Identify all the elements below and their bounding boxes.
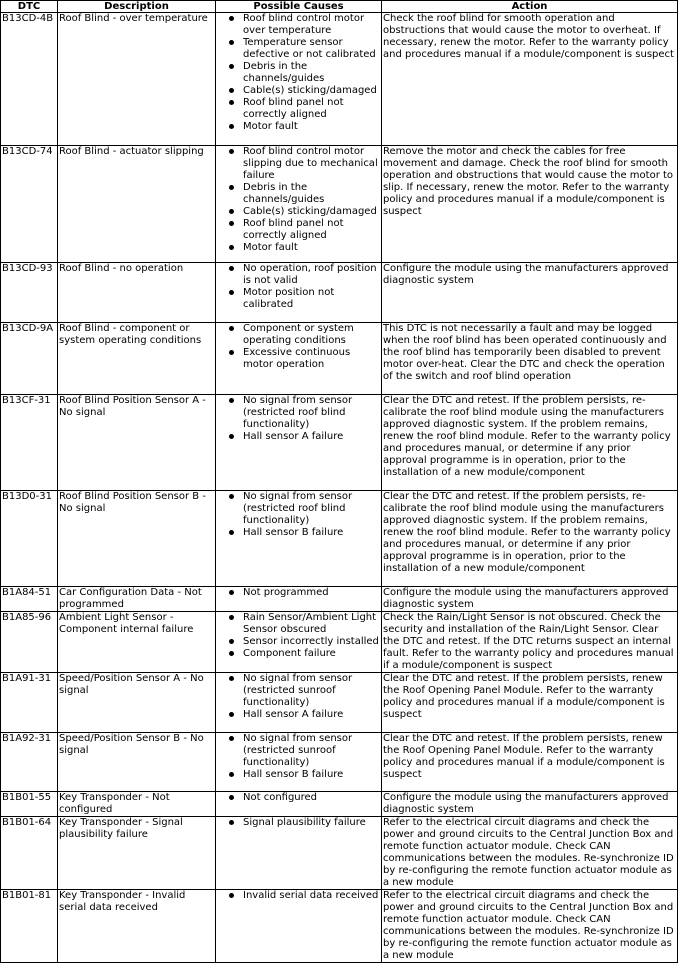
causes-list	[217, 263, 380, 311]
dtc-action: Remove the motor and check the cables for free movement and damage. Check the roof blind for smooth operation and obstructions that would cause the motor to slip. If necessary, renew the motor. Refer to the warranty policy and procedures manual if a module/component is suspect	[382, 146, 678, 263]
table-row	[1, 673, 678, 733]
dtc-description: Key Transponder - Invalid serial data received	[58, 890, 216, 963]
possible-causes	[216, 395, 382, 491]
causes-list	[217, 890, 380, 902]
header-description: Description	[58, 1, 216, 13]
dtc-action: Configure the module using the manufacturers approved diagnostic system	[382, 792, 678, 817]
causes-list	[217, 612, 380, 660]
cause-item: Motor fault	[243, 121, 380, 133]
causes-list	[217, 587, 380, 599]
dtc-code: B13CD-4B	[1, 13, 58, 146]
table-row	[1, 587, 678, 612]
possible-causes	[216, 890, 382, 963]
cause-item: Component or system operating conditions	[243, 323, 380, 347]
dtc-description: Speed/Position Sensor A - No signal	[58, 673, 216, 733]
dtc-description: Key Transponder - Signal plausibility failure	[58, 817, 216, 890]
causes-list	[217, 733, 380, 781]
dtc-code: B1A85-96	[1, 612, 58, 673]
dtc-action: Configure the module using the manufacturers approved diagnostic system	[382, 263, 678, 323]
table-row	[1, 13, 678, 146]
cause-item: No signal from sensor (restricted roof blind functionality)	[243, 395, 380, 431]
dtc-code: B1A92-31	[1, 733, 58, 792]
table-row	[1, 146, 678, 263]
dtc-action: Clear the DTC and retest. If the problem persists, renew the Roof Opening Panel Module. Refer to the warranty policy and procedures manual if a module/component is suspect	[382, 733, 678, 792]
dtc-action: Refer to the electrical circuit diagrams and check the power and ground circuits to the Central Junction Box and remote function actuator module. Check CAN communications between the modules. Re-synchronize ID by re-configuring the remote function actuator module as a new module	[382, 890, 678, 963]
dtc-action: Check the Rain/Light Sensor is not obscured. Check the security and installation of the Rain/Light Sensor. Clear the DTC and retest. If the DTC returns suspect an internal fault. Refer to the warranty policy and procedures manual if a module/component is suspect	[382, 612, 678, 673]
dtc-description: Roof Blind - component or system operating conditions	[58, 323, 216, 395]
possible-causes	[216, 673, 382, 733]
header-dtc: DTC	[1, 1, 58, 13]
dtc-description: Key Transponder - Not configured	[58, 792, 216, 817]
cause-item: Roof blind panel not correctly aligned	[243, 218, 380, 242]
cause-item: Sensor incorrectly installed	[243, 636, 379, 647]
dtc-action: Clear the DTC and retest. If the problem persists, re-calibrate the roof blind module using the manufacturers approved diagnostic system. If the problem remains, renew the roof blind module. Refer to the warranty policy and procedures manual, or determine if any prior approval programme is in operation, prior to the installation of a new module/component	[382, 395, 678, 491]
table-row	[1, 263, 678, 323]
cause-item: No operation, roof position is not valid	[243, 263, 380, 287]
table-row	[1, 323, 678, 395]
possible-causes	[216, 146, 382, 263]
dtc-action: Check the roof blind for smooth operation and obstructions that would cause the motor to overheat. If necessary, renew the motor. Refer to the warranty policy and procedures manual if a module/component is suspect	[382, 13, 678, 146]
causes-list	[217, 792, 380, 804]
possible-causes	[216, 13, 382, 146]
cause-item: Roof blind control motor over temperature	[243, 13, 380, 37]
dtc-description: Roof Blind - no operation	[58, 263, 216, 323]
dtc-action: Clear the DTC and retest. If the problem persists, renew the Roof Opening Panel Module. Refer to the warranty policy and procedures manual if a module/component is suspect	[382, 673, 678, 733]
causes-list	[217, 323, 380, 371]
dtc-code: B13CF-31	[1, 395, 58, 491]
dtc-description: Roof Blind - over temperature	[58, 13, 216, 146]
cause-item: Component failure	[243, 648, 380, 660]
dtc-code: B1B01-64	[1, 817, 58, 890]
possible-causes	[216, 792, 382, 817]
cause-item: Invalid serial data received	[243, 890, 379, 901]
cause-item: Not configured	[243, 792, 380, 804]
causes-list	[217, 673, 380, 721]
table-row	[1, 612, 678, 673]
causes-list	[217, 817, 380, 829]
table-row	[1, 491, 678, 587]
cause-item: Motor position not calibrated	[243, 287, 380, 311]
cause-item: Temperature sensor defective or not calibrated	[243, 37, 380, 61]
dtc-description: Car Configuration Data - Not programmed	[58, 587, 216, 612]
cause-item: No signal from sensor (restricted sunroof functionality)	[243, 733, 380, 769]
dtc-code: B13D0-31	[1, 491, 58, 587]
cause-item: Not programmed	[243, 587, 380, 599]
cause-item: No signal from sensor (restricted roof blind functionality)	[243, 491, 380, 527]
cause-item: No signal from sensor (restricted sunroof functionality)	[243, 673, 380, 709]
cause-item: Roof blind control motor slipping due to mechanical failure	[243, 146, 380, 182]
table-row	[1, 817, 678, 890]
causes-list	[217, 13, 380, 133]
causes-list	[217, 146, 380, 254]
dtc-action: This DTC is not necessarily a fault and may be logged when the roof blind has been operated continuously and the roof blind has temporarily been disabled to prevent motor over-heat. Clear the DTC and check the operation of the switch and roof blind operation	[382, 323, 678, 395]
dtc-action: Configure the module using the manufacturers approved diagnostic system	[382, 587, 678, 612]
causes-list	[217, 395, 380, 443]
dtc-code: B1A91-31	[1, 673, 58, 733]
possible-causes	[216, 817, 382, 890]
dtc-description: Roof Blind Position Sensor B - No signal	[58, 491, 216, 587]
possible-causes	[216, 491, 382, 587]
cause-item: Roof blind panel not correctly aligned	[243, 97, 380, 121]
cause-item: Hall sensor A failure	[243, 431, 380, 443]
possible-causes	[216, 733, 382, 792]
cause-item: Cable(s) sticking/damaged	[243, 206, 380, 218]
dtc-table-body	[1, 13, 678, 963]
dtc-code: B13CD-9A	[1, 323, 58, 395]
dtc-action: Clear the DTC and retest. If the problem persists, re-calibrate the roof blind module using the manufacturers approved diagnostic system. If the problem remains, renew the roof blind module. Refer to the warranty policy and procedures manual, or determine if any prior approval programme is in operation, prior to the installation of a new module/component	[382, 491, 678, 587]
cause-item: Hall sensor B failure	[243, 769, 380, 781]
possible-causes	[216, 587, 382, 612]
causes-list	[217, 491, 380, 539]
cause-item: Cable(s) sticking/damaged	[243, 85, 380, 97]
dtc-code: B1B01-55	[1, 792, 58, 817]
table-row	[1, 890, 678, 963]
dtc-description: Speed/Position Sensor B - No signal	[58, 733, 216, 792]
dtc-description: Roof Blind Position Sensor A - No signal	[58, 395, 216, 491]
dtc-action: Refer to the electrical circuit diagrams and check the power and ground circuits to the Central Junction Box and remote function actuator module. Check CAN communications between the modules. Re-synchronize ID by re-configuring the remote function actuator module as a new module	[382, 817, 678, 890]
table-header-row	[1, 1, 678, 13]
header-action: Action	[382, 1, 678, 13]
cause-item: Debris in the channels/guides	[243, 182, 380, 206]
cause-item: Rain Sensor/Ambient Light Sensor obscured	[243, 612, 380, 636]
cause-item: Hall sensor B failure	[243, 527, 380, 539]
cause-item: Excessive continuous motor operation	[243, 347, 380, 371]
header-possible-causes: Possible Causes	[216, 1, 382, 13]
dtc-description: Ambient Light Sensor - Component internal failure	[58, 612, 216, 673]
dtc-code: B1B01-81	[1, 890, 58, 963]
table-row	[1, 733, 678, 792]
possible-causes	[216, 263, 382, 323]
possible-causes	[216, 323, 382, 395]
table-row	[1, 792, 678, 817]
dtc-code: B13CD-74	[1, 146, 58, 263]
dtc-code: B13CD-93	[1, 263, 58, 323]
cause-item: Debris in the channels/guides	[243, 61, 380, 85]
possible-causes	[216, 612, 382, 673]
cause-item: Signal plausibility failure	[243, 817, 380, 829]
dtc-code: B1A84-51	[1, 587, 58, 612]
cause-item: Hall sensor A failure	[243, 709, 380, 721]
table-row	[1, 395, 678, 491]
dtc-description: Roof Blind - actuator slipping	[58, 146, 216, 263]
cause-item: Motor fault	[243, 242, 380, 254]
